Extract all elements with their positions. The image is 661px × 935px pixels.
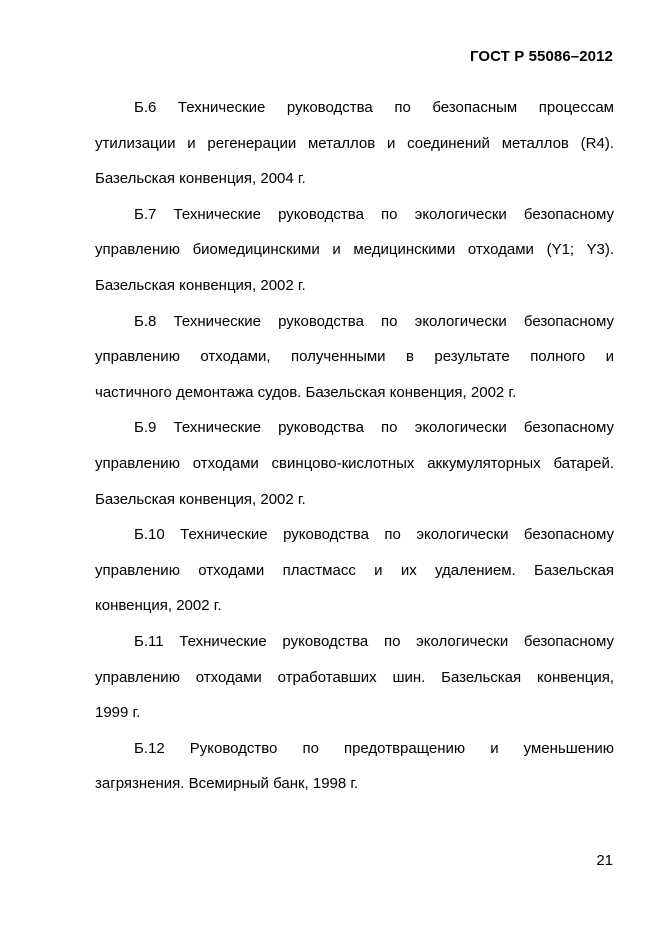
entry-line: частичного демонтажа судов. Базельская конвенция, 2002 г.	[95, 383, 517, 401]
entry-line: Б.7 Технические руководства по экологически безопасному	[134, 205, 614, 223]
bibliography-list	[95, 90, 614, 802]
entry-line: Б.9 Технические руководства по экологически безопасному	[134, 419, 614, 437]
entry-line: Б.10 Технические руководства по экологически безопасному	[134, 526, 614, 544]
entry-line: Б.12 Руководство по предотвращению и уменьшению	[134, 739, 614, 757]
entry-line: управлению биомедицинскими и медицинскими отходами (Y1; Y3).	[95, 241, 614, 259]
entry-line: управлению отходами, полученными в результате полного и	[95, 348, 614, 366]
bibliography-entry-b6	[95, 90, 614, 197]
entry-line: 1999 г.	[95, 704, 141, 722]
bibliography-entry-b12	[95, 731, 614, 802]
bibliography-entry-b7	[95, 197, 614, 304]
entry-line: управлению отходами отработавших шин. Базельская конвенция,	[95, 668, 614, 686]
entry-line: Б.11 Технические руководства по экологически безопасному	[134, 632, 614, 650]
entry-line: Б.8 Технические руководства по экологически безопасному	[134, 312, 614, 330]
standard-designation: ГОСТ Р 55086–2012	[469, 48, 613, 65]
entry-line: загрязнения. Всемирный банк, 1998 г.	[95, 775, 359, 793]
entry-line: управлению отходами пластмасс и их удалением. Базельская	[95, 561, 614, 579]
entry-line: Базельская конвенция, 2004 г.	[95, 170, 306, 188]
page-number: 21	[596, 852, 613, 869]
entry-line: утилизации и регенерации металлов и соединений металлов (R4).	[95, 134, 614, 152]
entry-line: Базельская конвенция, 2002 г.	[95, 490, 306, 508]
entry-line: Б.6 Технические руководства по безопасным процессам	[134, 99, 614, 116]
entry-line: Базельская конвенция, 2002 г.	[95, 276, 306, 294]
entry-line: конвенция, 2002 г.	[95, 597, 222, 615]
bibliography-entry-b11	[95, 624, 614, 731]
bibliography-entry-b10	[95, 517, 614, 624]
bibliography-entry-b8	[95, 304, 614, 411]
bibliography-entry-b9	[95, 410, 614, 517]
entry-line: управлению отходами свинцово-кислотных аккумуляторных батарей.	[95, 454, 614, 472]
